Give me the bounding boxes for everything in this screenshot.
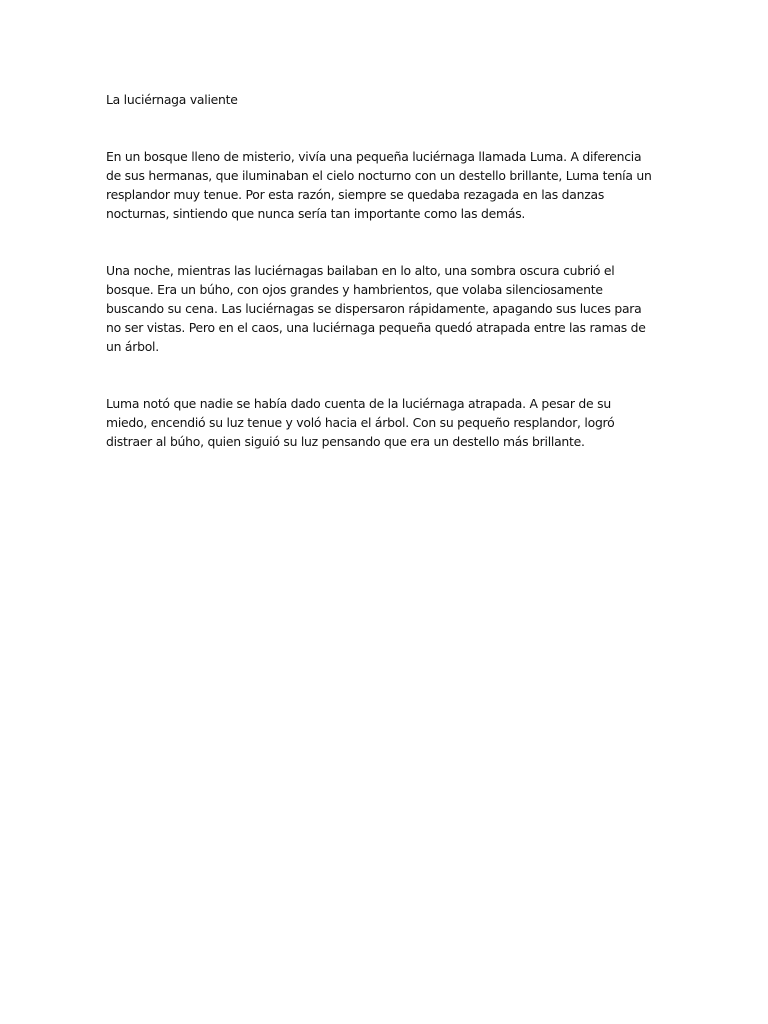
document-body: [106, 90, 652, 451]
document-title: La luciérnaga valiente: [106, 92, 238, 107]
paragraph-3: Luma notó que nadie se había dado cuenta de la luciérnaga atrapada. A pesar de su miedo, encendió su luz tenue y voló hacia el árbol. Con su pequeño resplandor, logró distraer al búho, quien siguió su luz pensando que era un destello más brillante.: [106, 396, 615, 449]
paragraph-2: Una noche, mientras las luciérnagas bailaban en lo alto, una sombra oscura cubrió el bosque. Era un búho, con ojos grandes y hambrientos, que volaba silenciosamente buscando su cena. Las luciérnagas se dispersaron rápidamente, apagando sus luces para no ser vistas. Pero en el caos, una luciérnaga pequeña quedó atrapada entre las ramas de un árbol.: [106, 263, 646, 354]
paragraph-1: En un bosque lleno de misterio, vivía una pequeña luciérnaga llamada Luma. A diferencia de sus hermanas, que iluminaban el cielo nocturno con un destello brillante, Luma tenía un resplandor muy tenue. Por esta razón, siempre se quedaba rezagada en las danzas nocturnas, sintiendo que nunca sería tan importante como las demás.: [106, 149, 652, 221]
